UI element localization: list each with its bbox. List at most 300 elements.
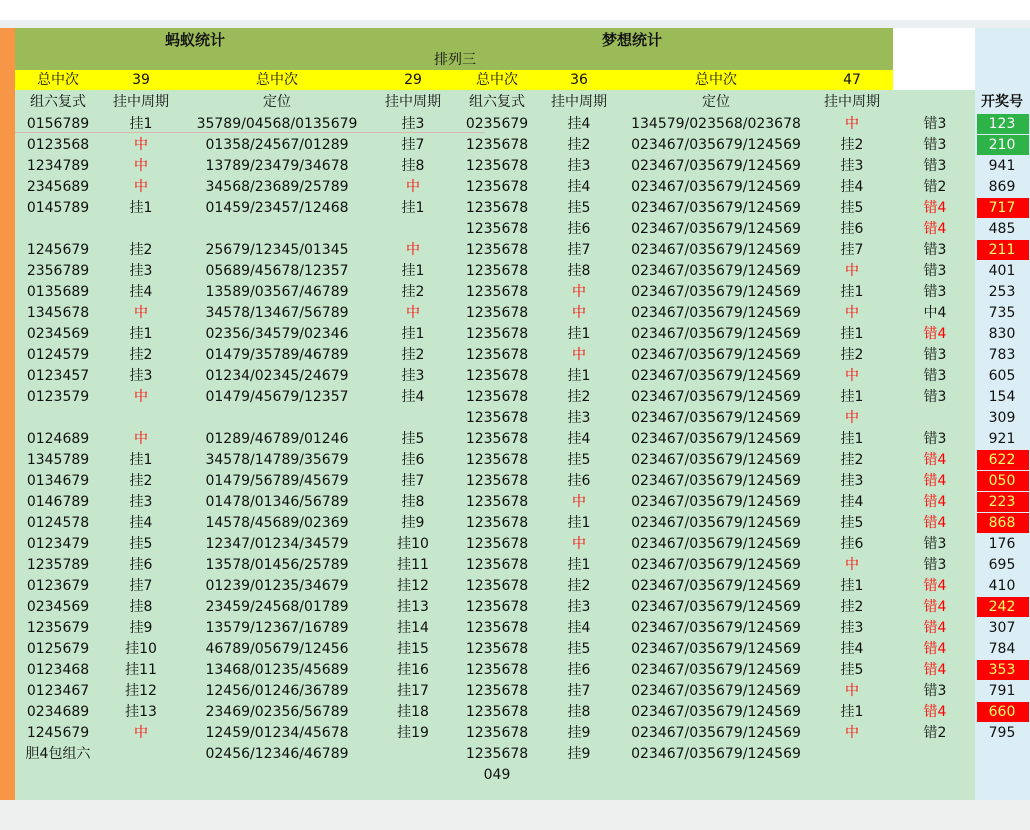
position-right: 023467/035679/124569 bbox=[631, 494, 801, 510]
col-header-c: 定位 bbox=[263, 94, 291, 110]
group6-left: 0135689 bbox=[26, 284, 90, 300]
col-header-e: 组六复式 bbox=[469, 94, 525, 110]
group6-right: 1235678 bbox=[465, 326, 529, 342]
position-right: 023467/035679/124569 bbox=[631, 305, 801, 321]
draw-number: 783 bbox=[988, 347, 1016, 363]
position-left: 13789/23479/34678 bbox=[205, 158, 349, 174]
title-right: 梦想统计 bbox=[601, 31, 663, 49]
group6-right: 1235678 bbox=[465, 305, 529, 321]
position-left: 12347/01234/34579 bbox=[205, 536, 349, 552]
position-left: 01234/02345/24679 bbox=[205, 368, 349, 384]
cycle-left-1: 挂4 bbox=[129, 515, 153, 531]
cycle-left-2: 挂15 bbox=[397, 641, 429, 657]
position-right: 023467/035679/124569 bbox=[631, 368, 801, 384]
cycle-left-2: 中 bbox=[406, 305, 420, 321]
error-count: 错4 bbox=[923, 578, 947, 594]
col-header-h: 挂中周期 bbox=[824, 94, 880, 110]
group6-left: 0123468 bbox=[26, 662, 90, 678]
position-right: 023467/035679/124569 bbox=[631, 662, 801, 678]
position-right: 023467/035679/124569 bbox=[631, 620, 801, 636]
cycle-right-2: 中 bbox=[845, 410, 859, 426]
position-left: 12459/01234/45678 bbox=[205, 725, 349, 741]
cycle-left-1: 挂6 bbox=[129, 557, 153, 573]
position-left: 01479/45679/12357 bbox=[205, 389, 349, 405]
draw-number: 242 bbox=[988, 599, 1016, 615]
cycle-right-1: 中 bbox=[572, 347, 586, 363]
cycle-right-1: 挂1 bbox=[567, 557, 591, 573]
cycle-left-2: 挂1 bbox=[401, 200, 425, 216]
cycle-right-1: 挂5 bbox=[567, 641, 591, 657]
cycle-left-2: 挂3 bbox=[401, 116, 425, 132]
group6-right: 1235678 bbox=[465, 137, 529, 153]
position-right: 023467/035679/124569 bbox=[631, 263, 801, 279]
draw-number: 210 bbox=[988, 137, 1016, 153]
group6-right: 1235678 bbox=[465, 746, 529, 762]
position-left: 01358/24567/01289 bbox=[205, 137, 349, 153]
cycle-left-2: 挂10 bbox=[397, 536, 429, 552]
cycle-right-2: 挂3 bbox=[840, 158, 864, 174]
cycle-right-1: 中 bbox=[572, 305, 586, 321]
total-value-1: 39 bbox=[132, 72, 150, 88]
group6-right: 1235678 bbox=[465, 662, 529, 678]
error-count: 错3 bbox=[923, 137, 947, 153]
draw-number: 868 bbox=[988, 515, 1016, 531]
cycle-right-2: 中 bbox=[845, 305, 859, 321]
cycle-right-2: 挂1 bbox=[840, 284, 864, 300]
cycle-right-1: 挂2 bbox=[567, 389, 591, 405]
group6-right: 1235678 bbox=[465, 452, 529, 468]
cycle-right-1: 挂4 bbox=[567, 179, 591, 195]
cycle-left-2: 挂5 bbox=[401, 431, 425, 447]
position-right: 023467/035679/124569 bbox=[631, 284, 801, 300]
cycle-right-2: 挂4 bbox=[840, 179, 864, 195]
draw-number: 309 bbox=[988, 410, 1016, 426]
cycle-right-1: 挂7 bbox=[567, 683, 591, 699]
draw-number: 791 bbox=[988, 683, 1016, 699]
group6-right: 1235678 bbox=[465, 368, 529, 384]
cycle-right-1: 挂8 bbox=[567, 263, 591, 279]
group6-left: 1345789 bbox=[26, 452, 90, 468]
position-right: 023467/035679/124569 bbox=[631, 347, 801, 363]
position-right: 134579/023568/023678 bbox=[631, 116, 801, 132]
position-left: 23469/02356/56789 bbox=[205, 704, 349, 720]
cycle-right-2: 挂1 bbox=[840, 704, 864, 720]
draw-number: 485 bbox=[988, 221, 1016, 237]
group6-left: 0125679 bbox=[26, 641, 90, 657]
position-left: 12456/01246/36789 bbox=[205, 683, 349, 699]
group6-left: 胆4包组六 bbox=[25, 746, 91, 762]
cycle-left-1: 挂2 bbox=[129, 242, 153, 258]
cycle-right-2: 挂4 bbox=[840, 494, 864, 510]
error-count: 错3 bbox=[923, 158, 947, 174]
error-count: 错4 bbox=[923, 494, 947, 510]
group6-right: 1235678 bbox=[465, 494, 529, 510]
position-right: 023467/035679/124569 bbox=[631, 473, 801, 489]
position-right: 023467/035679/124569 bbox=[631, 158, 801, 174]
position-right: 023467/035679/124569 bbox=[631, 389, 801, 405]
group6-left: 0234569 bbox=[26, 326, 90, 342]
position-left: 25679/12345/01345 bbox=[205, 242, 349, 258]
draw-number: 211 bbox=[988, 242, 1016, 258]
cycle-left-1: 中 bbox=[134, 305, 148, 321]
cycle-left-2: 挂8 bbox=[401, 494, 425, 510]
cycle-right-2: 挂2 bbox=[840, 137, 864, 153]
draw-number: 735 bbox=[988, 305, 1016, 321]
cycle-left-2: 挂9 bbox=[401, 515, 425, 531]
cycle-left-2: 挂19 bbox=[397, 725, 429, 741]
position-right: 023467/035679/124569 bbox=[631, 725, 801, 741]
error-count: 错3 bbox=[923, 683, 947, 699]
group6-right: 1235678 bbox=[465, 221, 529, 237]
title-left: 蚂蚁统计 bbox=[164, 31, 226, 49]
cycle-right-1: 挂6 bbox=[567, 221, 591, 237]
total-label-2: 总中次 bbox=[256, 72, 298, 88]
draw-number: 154 bbox=[988, 389, 1016, 405]
error-count: 错4 bbox=[923, 515, 947, 531]
group6-left: 0123679 bbox=[26, 578, 90, 594]
cycle-left-2: 挂8 bbox=[401, 158, 425, 174]
position-left: 02456/12346/46789 bbox=[205, 746, 349, 762]
group6-left: 0123579 bbox=[26, 389, 90, 405]
cycle-left-1: 挂13 bbox=[125, 704, 157, 720]
group6-left: 1345678 bbox=[26, 305, 90, 321]
cycle-left-1: 中 bbox=[134, 389, 148, 405]
group6-right: 1235678 bbox=[465, 200, 529, 216]
cycle-right-2: 挂4 bbox=[840, 641, 864, 657]
position-right: 023467/035679/124569 bbox=[631, 746, 801, 762]
cycle-left-1: 挂12 bbox=[125, 683, 157, 699]
cycle-left-2: 挂17 bbox=[397, 683, 429, 699]
cycle-right-2: 挂7 bbox=[840, 242, 864, 258]
position-left: 23459/24568/01789 bbox=[205, 599, 349, 615]
cycle-left-1: 中 bbox=[134, 158, 148, 174]
cycle-right-2: 挂1 bbox=[840, 578, 864, 594]
draw-number: 830 bbox=[988, 326, 1016, 342]
group6-right: 1235678 bbox=[465, 158, 529, 174]
error-count: 错3 bbox=[923, 116, 947, 132]
position-right: 023467/035679/124569 bbox=[631, 326, 801, 342]
cycle-right-2: 挂5 bbox=[840, 515, 864, 531]
group6-right: 049 bbox=[483, 767, 511, 783]
cycle-right-2: 中 bbox=[845, 683, 859, 699]
draw-number: 921 bbox=[988, 431, 1016, 447]
error-count: 错4 bbox=[923, 452, 947, 468]
col-header-b: 挂中周期 bbox=[113, 94, 169, 110]
group6-left: 1235679 bbox=[26, 620, 90, 636]
error-count: 错4 bbox=[923, 599, 947, 615]
position-right: 023467/035679/124569 bbox=[631, 599, 801, 615]
cycle-right-2: 中 bbox=[845, 557, 859, 573]
total-value-2: 29 bbox=[404, 72, 422, 88]
draw-number: 869 bbox=[988, 179, 1016, 195]
cycle-left-2: 挂12 bbox=[397, 578, 429, 594]
position-right: 023467/035679/124569 bbox=[631, 536, 801, 552]
group6-right: 1235678 bbox=[465, 725, 529, 741]
position-left: 01479/35789/46789 bbox=[205, 347, 349, 363]
cycle-left-1: 挂3 bbox=[129, 494, 153, 510]
error-count: 中4 bbox=[923, 305, 947, 321]
cycle-left-2: 挂2 bbox=[401, 347, 425, 363]
cycle-right-2: 挂6 bbox=[840, 221, 864, 237]
cycle-left-1: 中 bbox=[134, 431, 148, 447]
error-count: 错4 bbox=[923, 641, 947, 657]
group6-left: 0123479 bbox=[26, 536, 90, 552]
group6-left: 1235789 bbox=[26, 557, 90, 573]
group6-right: 1235678 bbox=[465, 536, 529, 552]
position-right: 023467/035679/124569 bbox=[631, 410, 801, 426]
group6-left: 0145789 bbox=[26, 200, 90, 216]
cycle-right-2: 挂2 bbox=[840, 347, 864, 363]
group6-left: 0123568 bbox=[26, 137, 90, 153]
position-left: 34578/13467/56789 bbox=[205, 305, 349, 321]
draw-number: 401 bbox=[988, 263, 1016, 279]
cycle-left-1: 挂7 bbox=[129, 578, 153, 594]
total-label-4: 总中次 bbox=[695, 72, 737, 88]
cycle-right-2: 挂5 bbox=[840, 200, 864, 216]
error-count: 错3 bbox=[923, 347, 947, 363]
group6-left: 0124689 bbox=[26, 431, 90, 447]
group6-left: 0234569 bbox=[26, 599, 90, 615]
cycle-right-2: 挂2 bbox=[840, 452, 864, 468]
row-selector-bar[interactable] bbox=[0, 28, 15, 800]
col-header-d: 挂中周期 bbox=[385, 94, 441, 110]
group6-right: 1235678 bbox=[465, 599, 529, 615]
cycle-right-1: 挂6 bbox=[567, 662, 591, 678]
cycle-right-1: 挂2 bbox=[567, 137, 591, 153]
header-blank-cell bbox=[893, 28, 975, 90]
draw-number: 123 bbox=[988, 116, 1016, 132]
cycle-right-1: 中 bbox=[572, 284, 586, 300]
position-right: 023467/035679/124569 bbox=[631, 515, 801, 531]
cycle-left-2: 挂7 bbox=[401, 473, 425, 489]
cycle-right-1: 挂1 bbox=[567, 368, 591, 384]
draw-number: 622 bbox=[988, 452, 1016, 468]
cycle-left-2: 挂13 bbox=[397, 599, 429, 615]
draw-number: 695 bbox=[988, 557, 1016, 573]
cycle-right-1: 挂9 bbox=[567, 725, 591, 741]
group6-right: 1235678 bbox=[465, 578, 529, 594]
draw-number: 795 bbox=[988, 725, 1016, 741]
error-count: 错2 bbox=[923, 179, 947, 195]
cycle-right-2: 中 bbox=[845, 116, 859, 132]
cycle-right-1: 挂2 bbox=[567, 578, 591, 594]
position-right: 023467/035679/124569 bbox=[631, 200, 801, 216]
cycle-left-1: 中 bbox=[134, 137, 148, 153]
position-left: 01478/01346/56789 bbox=[205, 494, 349, 510]
cycle-right-1: 挂4 bbox=[567, 116, 591, 132]
error-count: 错3 bbox=[923, 242, 947, 258]
draw-number: 941 bbox=[988, 158, 1016, 174]
toolbar-area bbox=[0, 0, 1030, 20]
cycle-right-2: 挂1 bbox=[840, 431, 864, 447]
position-right: 023467/035679/124569 bbox=[631, 641, 801, 657]
subtitle: 排列三 bbox=[434, 52, 476, 68]
draw-number: 660 bbox=[988, 704, 1016, 720]
group6-right: 1235678 bbox=[465, 347, 529, 363]
cycle-right-1: 挂3 bbox=[567, 599, 591, 615]
cycle-left-2: 挂11 bbox=[397, 557, 429, 573]
cycle-left-2: 挂4 bbox=[401, 389, 425, 405]
cycle-left-1: 挂1 bbox=[129, 326, 153, 342]
draw-number: 223 bbox=[988, 494, 1016, 510]
cycle-right-1: 挂5 bbox=[567, 200, 591, 216]
cycle-left-1: 中 bbox=[134, 179, 148, 195]
cycle-left-1: 中 bbox=[134, 725, 148, 741]
cycle-left-1: 挂11 bbox=[125, 662, 157, 678]
cycle-right-2: 挂6 bbox=[840, 536, 864, 552]
total-value-3: 36 bbox=[570, 72, 588, 88]
error-count: 错4 bbox=[923, 620, 947, 636]
position-right: 023467/035679/124569 bbox=[631, 578, 801, 594]
position-left: 01289/46789/01246 bbox=[205, 431, 349, 447]
cycle-left-1: 挂3 bbox=[129, 263, 153, 279]
cycle-right-2: 中 bbox=[845, 368, 859, 384]
position-right: 023467/035679/124569 bbox=[631, 179, 801, 195]
cycle-left-1: 挂1 bbox=[129, 116, 153, 132]
group6-left: 0146789 bbox=[26, 494, 90, 510]
cycle-left-2: 中 bbox=[406, 242, 420, 258]
position-left: 01459/23457/12468 bbox=[205, 200, 349, 216]
group6-right: 1235678 bbox=[465, 410, 529, 426]
position-left: 46789/05679/12456 bbox=[205, 641, 349, 657]
position-right: 023467/035679/124569 bbox=[631, 557, 801, 573]
group6-right: 1235678 bbox=[465, 284, 529, 300]
cycle-left-1: 挂5 bbox=[129, 536, 153, 552]
cycle-left-2: 挂18 bbox=[397, 704, 429, 720]
cycle-left-1: 挂3 bbox=[129, 368, 153, 384]
error-count: 错3 bbox=[923, 368, 947, 384]
group6-left: 1245679 bbox=[26, 242, 90, 258]
position-left: 14578/45689/02369 bbox=[205, 515, 349, 531]
position-right: 023467/035679/124569 bbox=[631, 683, 801, 699]
cycle-left-2: 挂16 bbox=[397, 662, 429, 678]
position-left: 34568/23689/25789 bbox=[205, 179, 349, 195]
group6-right: 1235678 bbox=[465, 389, 529, 405]
cycle-right-2: 挂1 bbox=[840, 326, 864, 342]
cycle-right-2: 中 bbox=[845, 263, 859, 279]
error-count: 错4 bbox=[923, 221, 947, 237]
position-left: 01239/01235/34679 bbox=[205, 578, 349, 594]
group6-right: 1235678 bbox=[465, 620, 529, 636]
col-header-f: 挂中周期 bbox=[551, 94, 607, 110]
draw-number: 253 bbox=[988, 284, 1016, 300]
error-count: 错3 bbox=[923, 536, 947, 552]
cycle-right-2: 中 bbox=[845, 725, 859, 741]
cycle-left-1: 挂1 bbox=[129, 200, 153, 216]
position-left: 13579/12367/16789 bbox=[205, 620, 349, 636]
position-right: 023467/035679/124569 bbox=[631, 452, 801, 468]
group6-left: 2345689 bbox=[26, 179, 90, 195]
total-value-4: 47 bbox=[843, 72, 861, 88]
cycle-left-1: 挂9 bbox=[129, 620, 153, 636]
cycle-left-1: 挂2 bbox=[129, 473, 153, 489]
total-label-3: 总中次 bbox=[476, 72, 518, 88]
cycle-right-1: 中 bbox=[572, 536, 586, 552]
position-left: 13578/01456/25789 bbox=[205, 557, 349, 573]
cycle-left-1: 挂2 bbox=[129, 347, 153, 363]
cycle-right-1: 挂7 bbox=[567, 242, 591, 258]
cycle-right-2: 挂3 bbox=[840, 620, 864, 636]
cycle-right-1: 挂6 bbox=[567, 473, 591, 489]
group6-right: 1235678 bbox=[465, 242, 529, 258]
group6-left: 0134679 bbox=[26, 473, 90, 489]
column-header-strip bbox=[0, 20, 1030, 28]
error-count: 错3 bbox=[923, 431, 947, 447]
cycle-left-2: 挂2 bbox=[401, 284, 425, 300]
cycle-left-2: 挂3 bbox=[401, 368, 425, 384]
draw-number: 050 bbox=[988, 473, 1016, 489]
cycle-left-1: 挂4 bbox=[129, 284, 153, 300]
error-count: 错4 bbox=[923, 473, 947, 489]
group6-right: 1235678 bbox=[465, 704, 529, 720]
cycle-left-1: 挂8 bbox=[129, 599, 153, 615]
cycle-right-2: 挂3 bbox=[840, 473, 864, 489]
error-count: 错4 bbox=[923, 326, 947, 342]
col-header-g: 定位 bbox=[702, 94, 730, 110]
group6-right: 1235678 bbox=[465, 179, 529, 195]
draw-number: 784 bbox=[988, 641, 1016, 657]
position-left: 05689/45678/12357 bbox=[205, 263, 349, 279]
draw-number: 605 bbox=[988, 368, 1016, 384]
group6-right: 1235678 bbox=[465, 641, 529, 657]
position-left: 13589/03567/46789 bbox=[205, 284, 349, 300]
cycle-left-2: 挂7 bbox=[401, 137, 425, 153]
draw-number: 307 bbox=[988, 620, 1016, 636]
cycle-right-1: 挂5 bbox=[567, 452, 591, 468]
group6-right: 1235678 bbox=[465, 515, 529, 531]
group6-left: 0123457 bbox=[26, 368, 90, 384]
draw-number: 176 bbox=[988, 536, 1016, 552]
sheet-bottom-strip bbox=[0, 800, 1030, 830]
cycle-right-1: 挂1 bbox=[567, 326, 591, 342]
cycle-right-1: 挂4 bbox=[567, 620, 591, 636]
cycle-left-2: 挂1 bbox=[401, 263, 425, 279]
position-right: 023467/035679/124569 bbox=[631, 242, 801, 258]
group6-left: 0234689 bbox=[26, 704, 90, 720]
group6-left: 2356789 bbox=[26, 263, 90, 279]
position-right: 023467/035679/124569 bbox=[631, 137, 801, 153]
group6-right: 1235678 bbox=[465, 557, 529, 573]
position-right: 023467/035679/124569 bbox=[631, 221, 801, 237]
position-left: 34578/14789/35679 bbox=[205, 452, 349, 468]
position-left: 02356/34579/02346 bbox=[205, 326, 349, 342]
error-count: 错3 bbox=[923, 389, 947, 405]
error-count: 错4 bbox=[923, 200, 947, 216]
cycle-right-2: 挂1 bbox=[840, 389, 864, 405]
draw-number: 410 bbox=[988, 578, 1016, 594]
group6-left: 1234789 bbox=[26, 158, 90, 174]
cycle-right-2: 挂2 bbox=[840, 599, 864, 615]
cycle-right-1: 挂4 bbox=[567, 431, 591, 447]
position-right: 023467/035679/124569 bbox=[631, 704, 801, 720]
position-left: 01479/56789/45679 bbox=[205, 473, 349, 489]
col-header-a: 组六复式 bbox=[30, 94, 86, 110]
cycle-right-2: 挂5 bbox=[840, 662, 864, 678]
draw-number: 717 bbox=[988, 200, 1016, 216]
position-left: 13468/01235/45689 bbox=[205, 662, 349, 678]
error-count: 错3 bbox=[923, 284, 947, 300]
group6-left: 0156789 bbox=[26, 116, 90, 132]
group6-left: 0123467 bbox=[26, 683, 90, 699]
cycle-left-2: 中 bbox=[406, 179, 420, 195]
group6-right: 1235678 bbox=[465, 263, 529, 279]
cycle-right-1: 挂1 bbox=[567, 515, 591, 531]
error-count: 错4 bbox=[923, 704, 947, 720]
cycle-left-1: 挂1 bbox=[129, 452, 153, 468]
position-left: 35789/04568/0135679 bbox=[196, 116, 358, 132]
group6-right: 1235678 bbox=[465, 473, 529, 489]
cycle-right-1: 挂3 bbox=[567, 158, 591, 174]
